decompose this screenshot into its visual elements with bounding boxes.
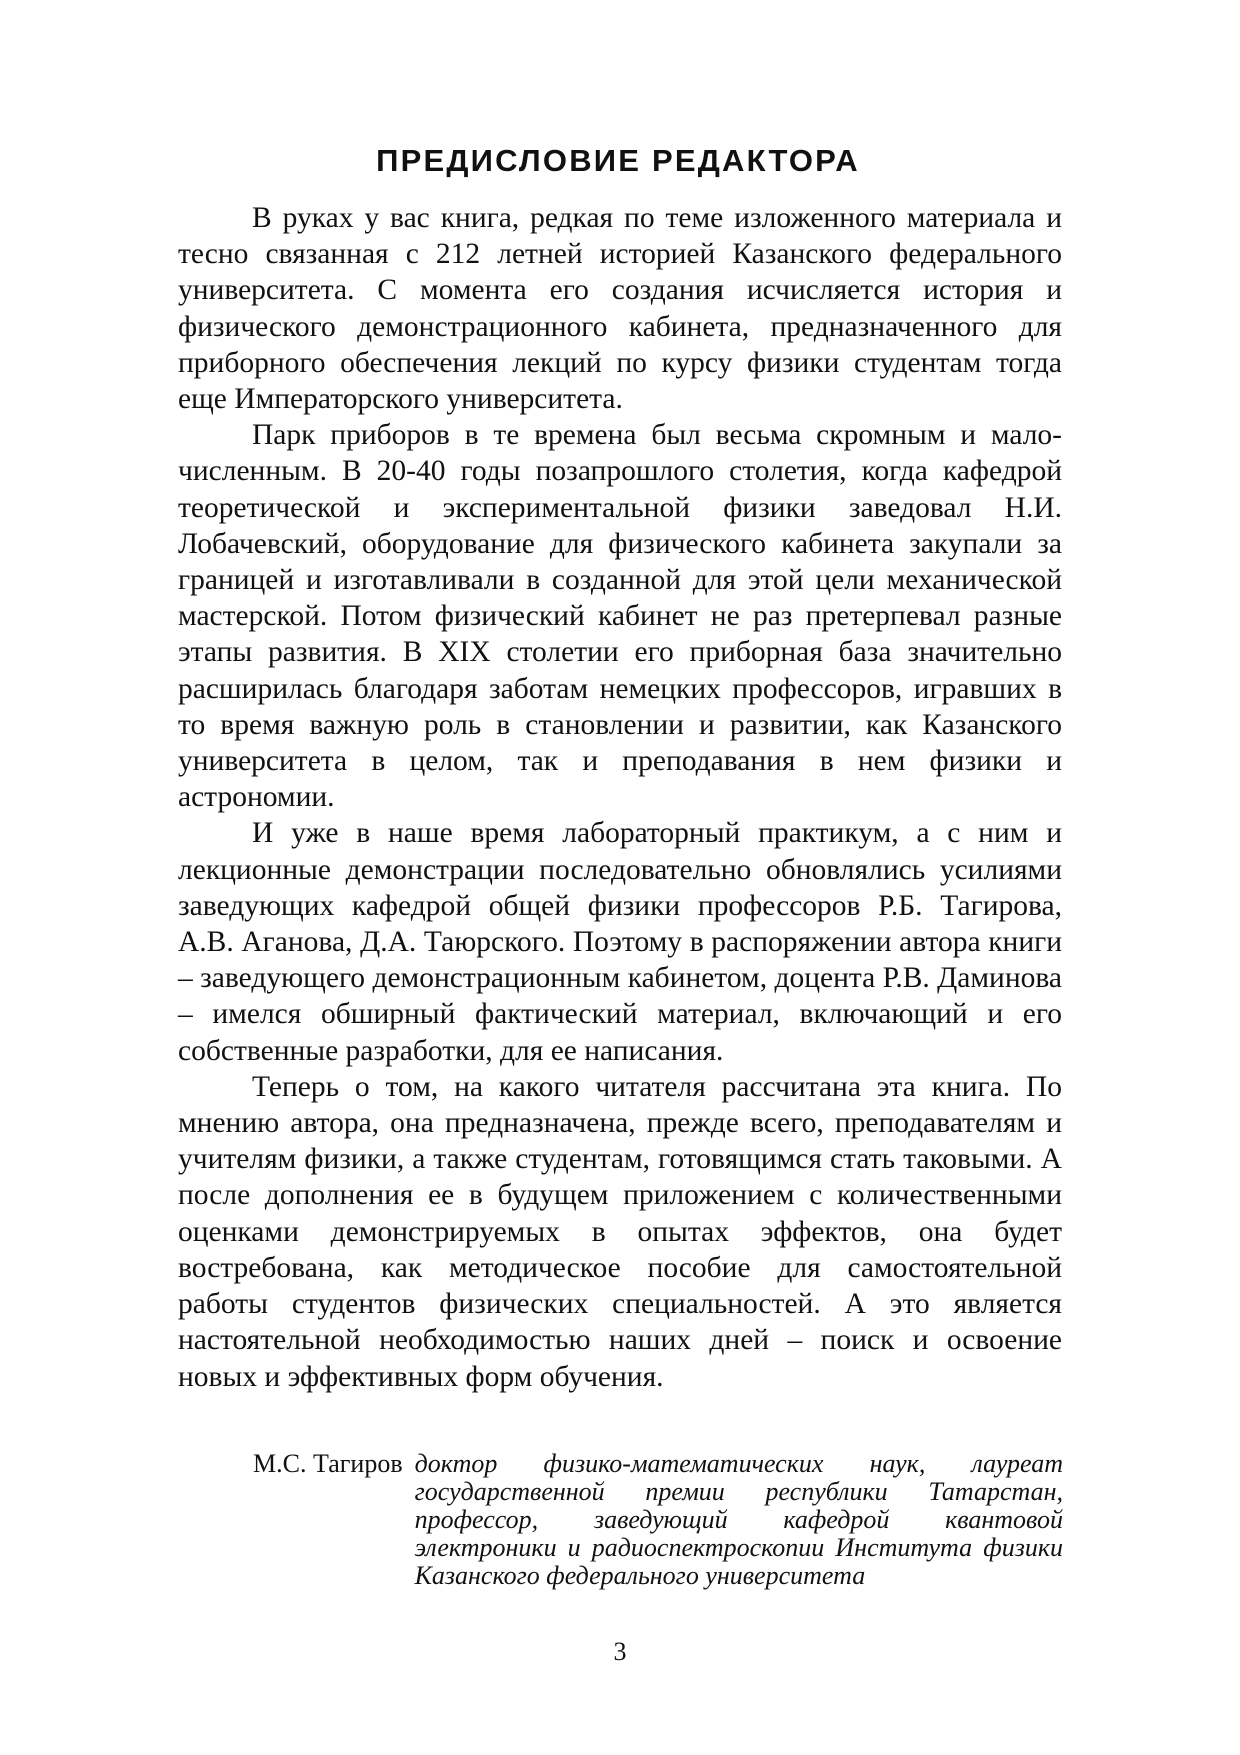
paragraph: Парк приборов в те времена был весьма скромным и малочисленным. В 20-40 годы позапрошлого столетия, когда кафедрой теоретической и экспериментальной физики заведовал Н.И. Лобачевский, оборудование для физического кабинета закупали за границей и изготавливали в созданной для этой цели механической мастерской. Потом физический кабинет не раз претерпевал разные этапы развития. В XIX столетии его приборная база значительно расширилась благодаря заботам немецких профессоров, игравших в то время важную роль в становлении и развитии, как Казанского университета в целом, так и преподавания в нем физики и астрономии.	[178, 419, 1062, 814]
body-text	[178, 200, 1062, 1395]
signature-credentials: доктор физико-математических наук, лауреат государственной премии республики Татарстан, профессор, заведующий кафедрой квантовой электроники и радиоспектроскопии Института физики Казанского федерального университета	[414, 1449, 1063, 1590]
page-number: 3	[613, 1637, 627, 1666]
paragraph: И уже в наше время лабораторный практикум, а с ним и лекционные демонстрации последовательно обновлялись усилиями заведующих кафедрой общей физики профессоров Р.Б. Тагирова, А.В. Аганова, Д.А. Таюрского. Поэтому в распоряжении автора книги – заведующего демонстрационным кабинетом, доцента Р.В. Даминова – имелся обширный фактический материал, включающий и его собственные разработки, для ее написания.	[178, 817, 1062, 1067]
page-title: ПРЕДИСЛОВИЕ РЕДАКТОРА	[376, 143, 860, 178]
signature-block	[253, 1450, 1063, 1590]
paragraph: Теперь о том, на какого читателя рассчитана эта книга. По мнению автора, она предназначена, прежде всего, преподавателям и учителям физики, а также студентам, готовящимся стать таковыми. А после дополнения ее в будущем приложением с количественными оценками демонстрируемых в опытах эффектов, она будет востребована, как методическое пособие для самостоятельной работы студентов физических специальностей. А это является настоятельной необходимостью наших дней – поиск и освоение новых и эффективных форм обучения.	[178, 1070, 1062, 1393]
signature-name: М.С. Тагиров	[253, 1449, 403, 1478]
paragraph: В руках у вас книга, редкая по теме изложенного материала и тесно связанная с 212 летней историей Казанского федерального университета. С момента его создания исчисляется история и физического демонстрационного кабинета, предназначенного для приборного обеспечения лекций по курсу физики студентам тогда еще Императорского университета.	[178, 202, 1062, 416]
